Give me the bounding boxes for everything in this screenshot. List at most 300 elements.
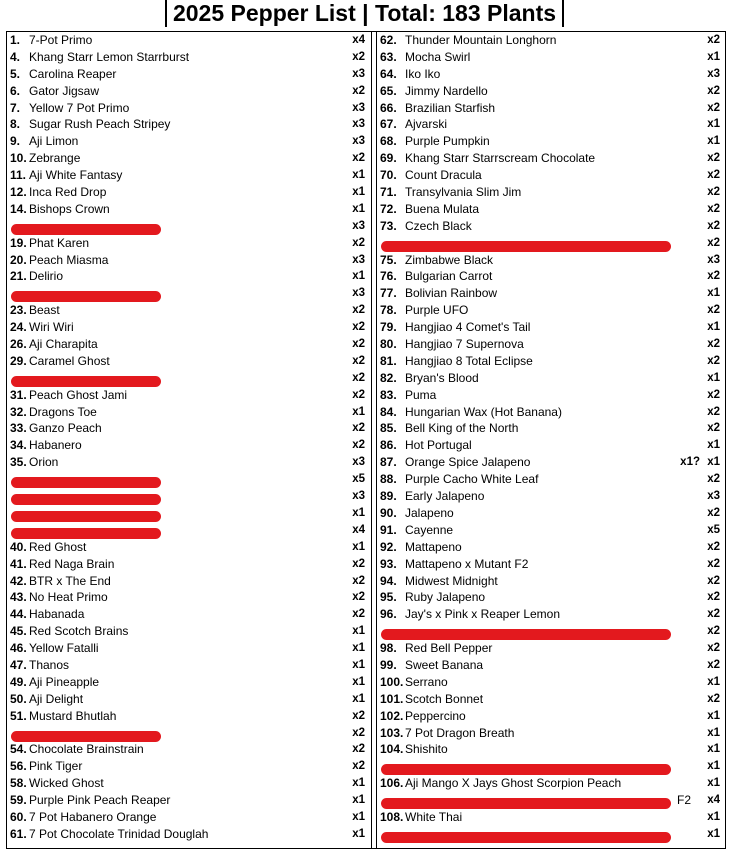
pepper-row [377, 268, 726, 285]
quantity: x2 [352, 354, 365, 367]
quantity: x2 [707, 186, 720, 199]
quantity: x2 [707, 169, 720, 182]
item-number: 65. [380, 83, 397, 98]
pepper-row [377, 725, 726, 742]
quantity: x1 [352, 270, 365, 283]
quantity: x2 [352, 338, 365, 351]
pepper-name: Purple UFO [405, 303, 469, 318]
pepper-name: Dragons Toe [29, 404, 97, 419]
pepper-row [7, 826, 371, 843]
quantity: x2 [707, 270, 720, 283]
quantity: x1 [707, 726, 720, 739]
quantity: x2 [352, 236, 365, 249]
quantity: x1 [707, 321, 720, 334]
quantity: x2 [352, 84, 365, 97]
pepper-row [7, 218, 371, 235]
item-number: 91. [380, 522, 397, 537]
quantity: x3 [352, 118, 365, 131]
pepper-name: Gator Jigsaw [29, 83, 100, 98]
pepper-row [377, 826, 726, 843]
item-number: 69. [380, 151, 397, 166]
item-number: 34. [10, 438, 27, 453]
pepper-name: Cayenne [405, 522, 454, 537]
pepper-row [7, 167, 371, 184]
quantity: x4 [352, 523, 365, 536]
pepper-name: Inca Red Drop [29, 185, 107, 200]
redaction-mark [381, 798, 671, 809]
pepper-name: Ganzo Peach [29, 421, 102, 436]
item-number: 47. [10, 657, 27, 672]
item-number: 75. [380, 252, 397, 267]
pepper-row [377, 758, 726, 775]
quantity: x1 [352, 658, 365, 671]
pepper-row [377, 809, 726, 826]
pepper-row [377, 437, 726, 454]
title-text: 2025 Pepper List | Total: 183 Plants [165, 0, 564, 27]
quantity: x1 [707, 777, 720, 790]
pepper-row [377, 387, 726, 404]
quantity: x2 [707, 540, 720, 553]
pepper-name: Sugar Rush Peach Stripey [29, 117, 171, 132]
pepper-name: 7 Pot Dragon Breath [405, 725, 515, 740]
pepper-row [377, 657, 726, 674]
pepper-name: Wicked Ghost [29, 776, 104, 791]
item-number: 50. [10, 691, 27, 706]
item-number: 64. [380, 66, 397, 81]
item-number: 33. [10, 421, 27, 436]
quantity: x2 [707, 658, 720, 671]
item-number: 24. [10, 320, 27, 335]
item-number: 32. [10, 404, 27, 419]
quantity: x1 [707, 371, 720, 384]
pepper-row [377, 218, 726, 235]
item-number: 106. [380, 776, 404, 791]
quantity: x1 [352, 405, 365, 418]
quantity: x5 [352, 473, 365, 486]
pepper-name: Chocolate Brainstrain [29, 742, 144, 757]
pepper-name: Hangjiao 8 Total Eclipse [405, 353, 533, 368]
quantity: x1 [352, 675, 365, 688]
pepper-row [377, 691, 726, 708]
quantity: x2 [707, 506, 720, 519]
quantity: x1 [707, 675, 720, 688]
pepper-row [7, 302, 371, 319]
redaction-mark [11, 291, 161, 302]
pepper-name: Thanos [29, 657, 70, 672]
quantity: x3 [707, 490, 720, 503]
item-number: 35. [10, 455, 27, 470]
pepper-name: Sweet Banana [405, 657, 484, 672]
quantity: x2 [352, 709, 365, 722]
pepper-row [377, 606, 726, 623]
pepper-row [377, 556, 726, 573]
item-number: 6. [10, 83, 21, 98]
quantity: x1 [352, 642, 365, 655]
pepper-name: 7 Pot Habanero Orange [29, 809, 157, 824]
item-number: 19. [10, 235, 27, 250]
redaction-mark [381, 832, 671, 843]
pepper-name: Yellow Fatalli [29, 641, 99, 656]
item-number: 26. [10, 337, 27, 352]
pepper-row [7, 792, 371, 809]
pepper-name: Midwest Midnight [405, 573, 498, 588]
pepper-name: Bolivian Rainbow [405, 286, 498, 301]
pepper-row [377, 741, 726, 758]
item-number: 88. [380, 472, 397, 487]
pepper-row [7, 606, 371, 623]
pepper-row [7, 252, 371, 269]
pepper-row [7, 623, 371, 640]
item-number: 103. [380, 725, 404, 740]
quantity: x1 [707, 50, 720, 63]
pepper-row [377, 792, 726, 809]
quantity: x2 [707, 557, 720, 570]
quantity: x1 [352, 692, 365, 705]
item-number: 72. [380, 201, 397, 216]
quantity: x3 [707, 253, 720, 266]
pepper-row [377, 336, 726, 353]
item-number: 9. [10, 134, 21, 149]
quantity: x5 [707, 523, 720, 536]
pepper-name: 7-Pot Primo [29, 33, 93, 47]
item-number: 40. [10, 539, 27, 554]
pepper-name: Khang Starr Lemon Starrburst [29, 49, 190, 64]
item-number: 61. [10, 826, 27, 841]
quantity: x2 [352, 50, 365, 63]
item-number: 43. [10, 590, 27, 605]
pepper-row [377, 83, 726, 100]
pepper-name: Wiri Wiri [29, 320, 74, 335]
item-number: 60. [10, 809, 27, 824]
quantity: x3 [352, 253, 365, 266]
pepper-name: Purple Pumpkin [405, 134, 490, 149]
quantity: x2 [352, 760, 365, 773]
item-number: 54. [10, 742, 27, 757]
pepper-row [7, 691, 371, 708]
pepper-name: Pink Tiger [29, 759, 83, 774]
item-number: 92. [380, 539, 397, 554]
pepper-row [7, 454, 371, 471]
quantity: x2 [707, 34, 720, 46]
item-number: 68. [380, 134, 397, 149]
pepper-name: Hot Portugal [405, 438, 472, 453]
item-number: 83. [380, 387, 397, 402]
pepper-row [7, 539, 371, 556]
quantity: x2 [707, 101, 720, 114]
pepper-row [7, 116, 371, 133]
pepper-row [377, 184, 726, 201]
quantity: x2 [707, 219, 720, 232]
quantity: x3 [352, 456, 365, 469]
pepper-list-sheet [6, 31, 726, 849]
pepper-name: F2 [677, 793, 692, 808]
pepper-name: Iko Iko [405, 66, 441, 81]
pepper-name: Mustard Bhutlah [29, 708, 117, 723]
item-number: 44. [10, 607, 27, 622]
item-number: 5. [10, 66, 21, 81]
item-number: 85. [380, 421, 397, 436]
quantity: x1 [707, 810, 720, 823]
quantity: x1 [707, 439, 720, 452]
pepper-name: Aji Limon [29, 134, 79, 149]
item-number: 7. [10, 100, 21, 115]
item-number: 66. [380, 100, 397, 115]
quantity: x1 [352, 202, 365, 215]
item-number: 67. [380, 117, 397, 132]
item-number: 96. [380, 607, 397, 622]
item-number: 10. [10, 151, 27, 166]
pepper-name: Carolina Reaper [29, 66, 117, 81]
pepper-name: Brazilian Starfish [405, 100, 496, 115]
quantity: x1 [707, 743, 720, 756]
quantity: x2 [352, 439, 365, 452]
pepper-name: Khang Starr Starrscream Chocolate [405, 151, 596, 166]
pepper-row [7, 319, 371, 336]
quantity: x3 [352, 67, 365, 80]
quantity: x4 [707, 794, 720, 807]
pepper-name: Aji Mango X Jays Ghost Scorpion Peach [405, 776, 622, 791]
pepper-name: Bulgarian Carrot [405, 269, 493, 284]
pepper-row [7, 775, 371, 792]
pepper-name: Jay's x Pink x Reaper Lemon [405, 607, 561, 622]
pepper-name: Hangjiao 7 Supernova [405, 337, 524, 352]
quantity: x1 [352, 625, 365, 638]
pepper-name: Hungarian Wax (Hot Banana) [405, 404, 562, 419]
item-number: 82. [380, 370, 397, 385]
redaction-mark [11, 731, 161, 742]
quantity: x2 [707, 236, 720, 249]
item-number: 1. [10, 33, 21, 47]
redaction-mark [11, 494, 161, 505]
pepper-name: Jimmy Nardello [405, 83, 488, 98]
quantity: x2 [707, 304, 720, 317]
pepper-row [7, 741, 371, 758]
pepper-row [7, 758, 371, 775]
pepper-name: Zimbabwe Black [405, 252, 494, 267]
item-number: 98. [380, 641, 397, 656]
pepper-name: Thunder Mountain Longhorn [405, 33, 557, 47]
pepper-name: Peach Ghost Jami [29, 387, 128, 402]
pepper-name: Scotch Bonnet [405, 691, 484, 706]
pepper-row [7, 674, 371, 691]
pepper-name: BTR x The End [29, 573, 111, 588]
pepper-row [7, 32, 371, 49]
item-number: 62. [380, 33, 397, 47]
quantity: x2 [352, 388, 365, 401]
item-number: 11. [10, 168, 27, 183]
pepper-row [7, 66, 371, 83]
quantity: x1 [352, 186, 365, 199]
pepper-row [377, 353, 726, 370]
page-title [0, 0, 729, 30]
pepper-row [7, 336, 371, 353]
pepper-name: Beast [29, 303, 60, 318]
item-number: 51. [10, 708, 27, 723]
quantity: x2 [352, 726, 365, 739]
item-number: 46. [10, 641, 27, 656]
quantity: x2 [707, 202, 720, 215]
pepper-name: Jalapeno [405, 505, 454, 520]
pepper-name: White Thai [405, 809, 463, 824]
quantity: x3 [352, 287, 365, 300]
quantity: x1 [707, 760, 720, 773]
pepper-name: Peach Miasma [29, 252, 109, 267]
pepper-name: Ajvarski [405, 117, 448, 132]
pepper-row [377, 100, 726, 117]
quantity: x1 [707, 135, 720, 148]
pepper-row [7, 353, 371, 370]
pepper-row [377, 640, 726, 657]
pepper-row [7, 150, 371, 167]
pepper-row [7, 505, 371, 522]
pepper-row [7, 725, 371, 742]
pepper-row [7, 49, 371, 66]
quantity: x2 [352, 557, 365, 570]
quantity: x1 [707, 827, 720, 840]
item-number: 49. [10, 674, 27, 689]
redaction-mark [11, 376, 161, 387]
pepper-name: Czech Black [405, 218, 472, 233]
pepper-row [377, 285, 726, 302]
pepper-row [7, 201, 371, 218]
pepper-row [7, 420, 371, 437]
item-number: 101. [380, 691, 404, 706]
quantity: x1 [352, 169, 365, 182]
item-number: 8. [10, 117, 21, 132]
quantity: x4 [352, 34, 365, 46]
pepper-row [7, 100, 371, 117]
redaction-mark [11, 224, 161, 235]
pepper-name: Buena Mulata [405, 201, 480, 216]
pepper-name: Red Ghost [29, 539, 87, 554]
pepper-row [377, 302, 726, 319]
quantity: x2 [707, 338, 720, 351]
item-number: 80. [380, 337, 397, 352]
quantity: x2 [707, 405, 720, 418]
pepper-name: Mattapeno x Mutant F2 [405, 556, 529, 571]
quantity: x1 [707, 456, 720, 469]
pepper-row [7, 471, 371, 488]
item-number: 81. [380, 353, 397, 368]
pepper-name: Red Scotch Brains [29, 624, 129, 639]
quantity: x2 [707, 152, 720, 165]
pepper-row [377, 488, 726, 505]
pepper-name: 7 Pot Chocolate Trinidad Douglah [29, 826, 209, 841]
item-number: 100. [380, 674, 404, 689]
pepper-row [7, 387, 371, 404]
pepper-name: Habanero [29, 438, 82, 453]
quantity: x2 [352, 304, 365, 317]
quantity: x1 [352, 540, 365, 553]
pepper-row [377, 420, 726, 437]
pepper-name: Zebrange [29, 151, 81, 166]
item-number: 58. [10, 776, 27, 791]
item-number: 95. [380, 590, 397, 605]
quantity: x3 [352, 490, 365, 503]
pepper-row [377, 623, 726, 640]
quantity: x2 [707, 642, 720, 655]
pepper-name: Yellow 7 Pot Primo [29, 100, 130, 115]
pepper-name: Orange Spice Jalapeno [405, 455, 531, 470]
pepper-name: Orion [29, 455, 59, 470]
item-number: 42. [10, 573, 27, 588]
item-number: 71. [380, 185, 397, 200]
pepper-name: No Heat Primo [29, 590, 108, 605]
item-number: 90. [380, 505, 397, 520]
pepper-row [377, 505, 726, 522]
pepper-row [377, 32, 726, 49]
item-number: 78. [380, 303, 397, 318]
pepper-name: Ruby Jalapeno [405, 590, 486, 605]
pepper-name: Aji White Fantasy [29, 168, 123, 183]
pepper-row [7, 589, 371, 606]
pepper-row [377, 167, 726, 184]
quantity: x2 [352, 743, 365, 756]
quantity: x1 [352, 506, 365, 519]
item-number: 89. [380, 489, 397, 504]
right-column [376, 32, 726, 848]
pepper-row [7, 285, 371, 302]
pepper-row [377, 708, 726, 725]
quantity: x2 [707, 473, 720, 486]
pepper-row [377, 150, 726, 167]
pepper-name: Red Bell Pepper [405, 641, 493, 656]
pepper-name: Aji Charapita [29, 337, 98, 352]
item-number: 73. [380, 218, 397, 233]
pepper-name: Hangjiao 4 Comet's Tail [405, 320, 531, 335]
pepper-row [377, 252, 726, 269]
item-number: 93. [380, 556, 397, 571]
item-number: 12. [10, 185, 27, 200]
item-number: 63. [380, 49, 397, 64]
quantity: x2 [707, 354, 720, 367]
item-number: 14. [10, 201, 27, 216]
quantity: x2 [352, 608, 365, 621]
quantity: x2 [352, 371, 365, 384]
quantity: x3 [707, 67, 720, 80]
quantity: x2 [707, 422, 720, 435]
pepper-row [377, 404, 726, 421]
item-number: 21. [10, 269, 27, 284]
quantity: x2 [352, 574, 365, 587]
redaction-mark [11, 511, 161, 522]
pepper-row [7, 573, 371, 590]
pepper-name: Purple Pink Peach Reaper [29, 793, 171, 808]
pepper-name: Caramel Ghost [29, 353, 110, 368]
quantity: x2 [352, 591, 365, 604]
quantity: x2 [707, 84, 720, 97]
item-number: 87. [380, 455, 397, 470]
item-number: 45. [10, 624, 27, 639]
quantity: x1 [352, 827, 365, 840]
pepper-row [377, 589, 726, 606]
pepper-name: Purple Cacho White Leaf [405, 472, 539, 487]
quantity: x1 [707, 287, 720, 300]
pepper-name: Delirio [29, 269, 64, 284]
item-number: 99. [380, 657, 397, 672]
item-number: 108. [380, 809, 404, 824]
quantity: x2 [707, 591, 720, 604]
item-number: 56. [10, 759, 27, 774]
item-number: 31. [10, 387, 27, 402]
quantity: x3 [352, 101, 365, 114]
pepper-name: Aji Delight [29, 691, 84, 706]
pepper-row [7, 133, 371, 150]
pepper-row [377, 775, 726, 792]
pepper-name: Mocha Swirl [405, 49, 471, 64]
pepper-row [377, 674, 726, 691]
quantity: x1 [707, 709, 720, 722]
